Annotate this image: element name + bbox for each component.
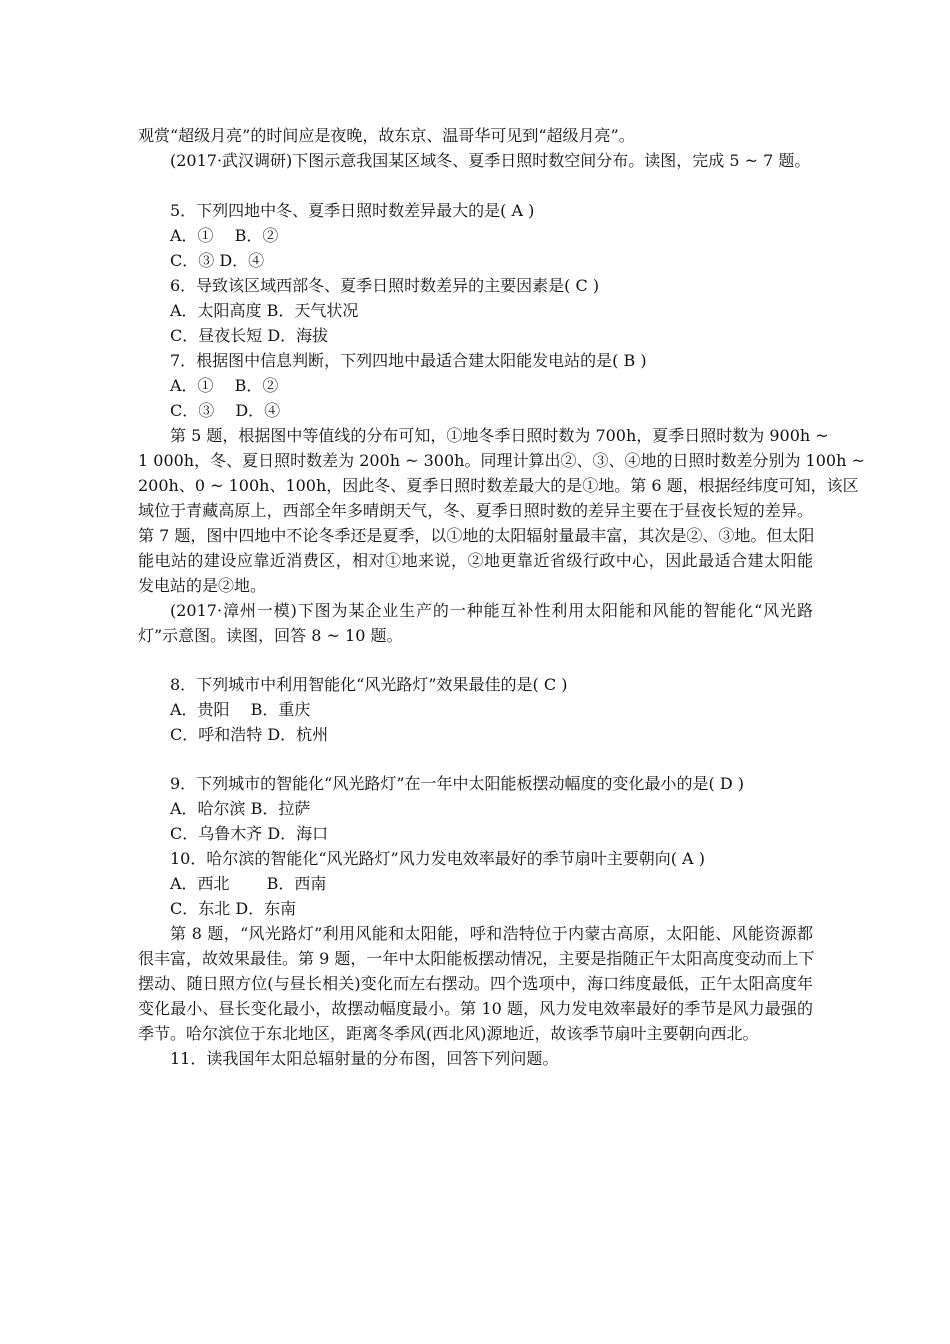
explanation-line: 第 7 题，图中四地中不论冬季还是夏季，以①地的太阳辐射量最丰富，其次是②、③地。但太阳: [138, 526, 815, 545]
question-7: 7．根据图中信息判断，下列四地中最适合建太阳能发电站的是( B ): [170, 351, 647, 370]
question-5-options-cd: C．③ D．④: [170, 251, 265, 270]
explanation-line: 发电站的是②地。: [138, 576, 267, 595]
question-5: 5．下列四地中冬、夏季日照时数差异最大的是( A ): [170, 201, 535, 220]
explanation-line: 1 000h，冬、夏日照时数差为 200h ~ 300h。同理计算出②、③、④地的日照时数差分别为 100h ~: [138, 451, 865, 470]
explanation-line: 能电站的建设应靠近消费区，相对①地来说，②地更靠近省级行政中心，因此最适合建太阳能: [138, 551, 813, 570]
question-10-options-ab: A．西北 B．西南: [170, 874, 327, 893]
question-5-options-ab: A．① B．②: [170, 226, 279, 245]
question-6-options-cd: C．昼夜长短 D．海拔: [170, 326, 329, 345]
explanation-line: 很丰富，故效果最佳。第 9 题，一年中太阳能板摆动情况，主要是指随正午太阳高度变动而上下: [138, 949, 815, 968]
explanation-line: 200h、0 ~ 100h、100h，因此冬、夏季日照时数差最大的是①地。第 6 题，根据经纬度可知，该区: [138, 476, 859, 495]
question-8-options-ab: A．贵阳 B．重庆: [170, 700, 311, 719]
explanation-line: 变化最小、昼长变化最小，故摆动幅度最小。第 10 题，风力发电效率最好的季节是风力最强的: [138, 999, 813, 1018]
explanation-line: 第 8 题，“风光路灯”利用风能和太阳能，呼和浩特位于内蒙古高原，太阳能、风能资源都: [170, 924, 813, 943]
question-10: 10．哈尔滨的智能化“风光路灯”风力发电效率最好的季节扇叶主要朝向( A ): [170, 849, 705, 868]
question-7-options-cd: C．③ D．④: [170, 401, 281, 420]
question-10-options-cd: C．东北 D．东南: [170, 899, 297, 918]
explanation-line: 摆动、随日照方位(与昼长相关)变化而左右摆动。四个选项中，海口纬度最低，正午太阳高度年: [138, 974, 813, 993]
text-line: 观赏“超级月亮”的时间应是夜晚，故东京、温哥华可见到“超级月亮”。: [138, 126, 635, 145]
explanation-line: 季节。哈尔滨位于东北地区，距离冬季风(西北风)源地近，故该季节扇叶主要朝向西北。: [138, 1024, 759, 1043]
question-6-options-ab: A．太阳高度 B．天气状况: [170, 301, 359, 320]
question-6: 6．导致该区域西部冬、夏季日照时数差异的主要因素是( C ): [170, 276, 600, 295]
question-9: 9．下列城市的智能化“风光路灯”在一年中太阳能板摆动幅度的变化最小的是( D ): [170, 774, 745, 793]
explanation-line: 域位于青藏高原上，西部全年多晴朗天气，冬、夏季日照时数的差异主要在于昼夜长短的差异。: [138, 501, 813, 520]
question-8-options-cd: C．呼和浩特 D．杭州: [170, 725, 329, 744]
question-7-options-ab: A．① B．②: [170, 376, 279, 395]
question-8: 8．下列城市中利用智能化“风光路灯”效果最佳的是( C ): [170, 675, 568, 694]
question-11: 11．读我国年太阳总辐射量的分布图，回答下列问题。: [170, 1049, 559, 1068]
question-9-options-ab: A．哈尔滨 B．拉萨: [170, 799, 311, 818]
text-line: (2017·武汉调研)下图示意我国某区域冬、夏季日照时数空间分布。读图，完成 5 ~ 7 题。: [170, 151, 811, 170]
question-9-options-cd: C．乌鲁木齐 D．海口: [170, 824, 329, 843]
text-line: (2017·漳州一模)下图为某企业生产的一种能互补性利用太阳能和风能的智能化“风光路: [170, 601, 813, 620]
explanation-line: 第 5 题，根据图中等值线的分布可知，①地冬季日照时数为 700h，夏季日照时数为 900h ~: [170, 426, 829, 445]
text-line: 灯”示意图。读图，回答 8 ~ 10 题。: [138, 626, 403, 645]
